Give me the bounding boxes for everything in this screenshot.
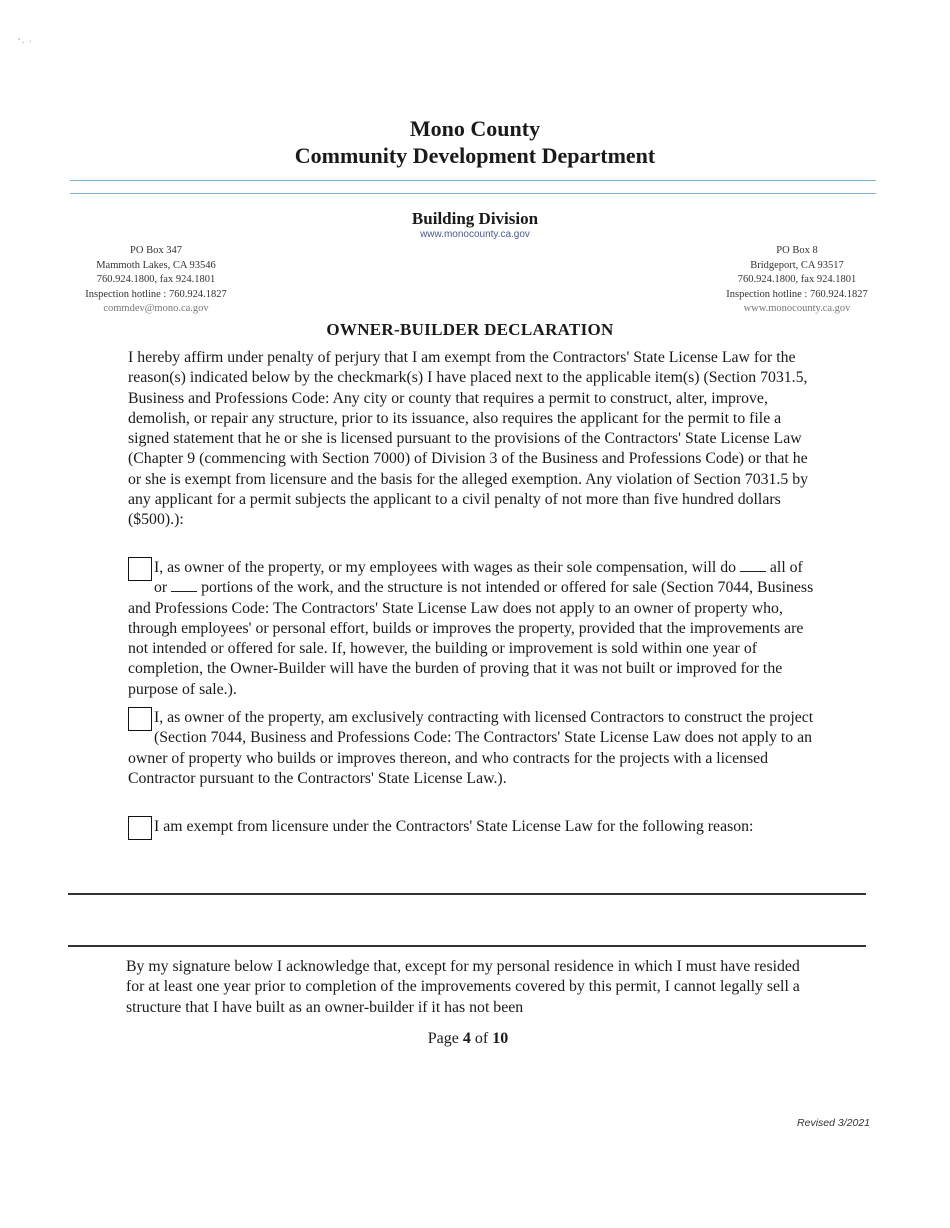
- portions-of-blank[interactable]: [171, 579, 197, 592]
- revision-date: Revised 3/2021: [797, 1117, 870, 1129]
- website-line: www.monocounty.ca.gov: [743, 303, 851, 314]
- declaration-item-1: [128, 558, 818, 700]
- mammoth-office-address: [66, 244, 246, 317]
- item-2-text: I, as owner of the property, am exclusively contracting with licensed Contractors to construct the project (Section 7044, Business and Professions Code: The Contractors' State License Law does not apply to an owner of property who builds or improves thereon, and who contracts for the projects with a licensed Contractor pursuant to the Contractors' State License Law.).: [128, 709, 814, 787]
- item-2-checkbox[interactable]: [128, 707, 152, 731]
- agency-name: Mono County: [409, 116, 541, 141]
- page-of: of: [474, 1030, 489, 1047]
- hotline-line: Inspection hotline : 760.924.1827: [726, 288, 868, 300]
- item-1-text-b: all of or: [154, 559, 803, 597]
- acknowledgement-text: By my signature below I acknowledge that, except for my personal residence in which I must have resided for at least one year prior to completion of the improvements covered by this permit, I cannot legally sell a structure that I have built as an owner-builder if it has not been: [126, 958, 800, 1016]
- header-rule-top: [70, 180, 876, 181]
- address-line: PO Box 347: [130, 245, 182, 256]
- division-title: Building Division: [411, 209, 539, 228]
- header-rule-bottom: [70, 193, 876, 194]
- email-line: commdev@mono.ca.gov: [103, 303, 209, 314]
- page-total: 10: [492, 1030, 509, 1047]
- bridgeport-office-address: [707, 244, 887, 317]
- division-website: www.monocounty.ca.gov: [420, 229, 530, 240]
- declaration-intro: I hereby affirm under penalty of perjury that I am exempt from the Contractors' State License Law for the reason(s) indicated below by the checkmark(s) I have placed next to the applicable item(s) (Section 7031.5, Business and Professions Code: Any city or county that requires a permit to construct, alter, improve, demolish, or repair any structure, prior to its issuance, also requires the applicant for the permit to file a signed statement that he or she is licensed pursuant to the provisions of the Contractors' State License Law (Chapter 9 (commencing with Section 7000) of Division 3 of the Business and Professions Code) or that he or she is exempt from licensure and the basis for the alleged exemption. Any violation of Section 7031.5 by any applicant for a permit subjects the applicant to a civil penalty of not more than five hundred dollars ($500).):: [128, 349, 808, 529]
- item-3-checkbox[interactable]: [128, 816, 152, 840]
- declaration-item-3: [128, 817, 818, 840]
- address-line: PO Box 8: [776, 245, 818, 256]
- address-line: Mammoth Lakes, CA 93546: [96, 259, 216, 271]
- item-1-checkbox[interactable]: [128, 557, 152, 581]
- all-of-blank[interactable]: [740, 559, 766, 572]
- hotline-line: Inspection hotline : 760.924.1827: [85, 288, 227, 300]
- form-title: OWNER-BUILDER DECLARATION: [326, 320, 614, 339]
- address-line: Bridgeport, CA 93517: [750, 259, 844, 271]
- scan-artifact: ᵃ¸ ᵢ: [18, 36, 34, 44]
- item-3-text: I am exempt from licensure under the Contractors' State License Law for the following reason:: [154, 818, 754, 835]
- page-current: 4: [462, 1030, 471, 1047]
- page-number: [0, 1030, 936, 1048]
- phone-line: 760.924.1800, fax 924.1801: [96, 274, 216, 285]
- exemption-reason-line-1[interactable]: [68, 893, 866, 895]
- item-1-text-a: I, as owner of the property, or my employees with wages as their sole compensation, will do: [154, 559, 737, 576]
- exemption-reason-line-2[interactable]: [68, 945, 866, 947]
- page-label: Page: [427, 1030, 459, 1047]
- department-name: Community Development Department: [294, 143, 656, 168]
- item-1-text-c: portions of the work, and the structure is not intended or offered for sale (Section 7044, Business and Professions Code: The Contractors' State License Law does not apply to an owner of property who, through employees' or personal effort, builds or improves the property, provided that the improvements are not intended or offered for sale. If, however, the building or improvement is sold within one year of completion, the Owner-Builder will have the burden of proving that it was not built or improved for the purpose of sale.).: [128, 579, 814, 698]
- declaration-item-2: [128, 708, 818, 789]
- phone-line: 760.924.1800, fax 924.1801: [737, 274, 857, 285]
